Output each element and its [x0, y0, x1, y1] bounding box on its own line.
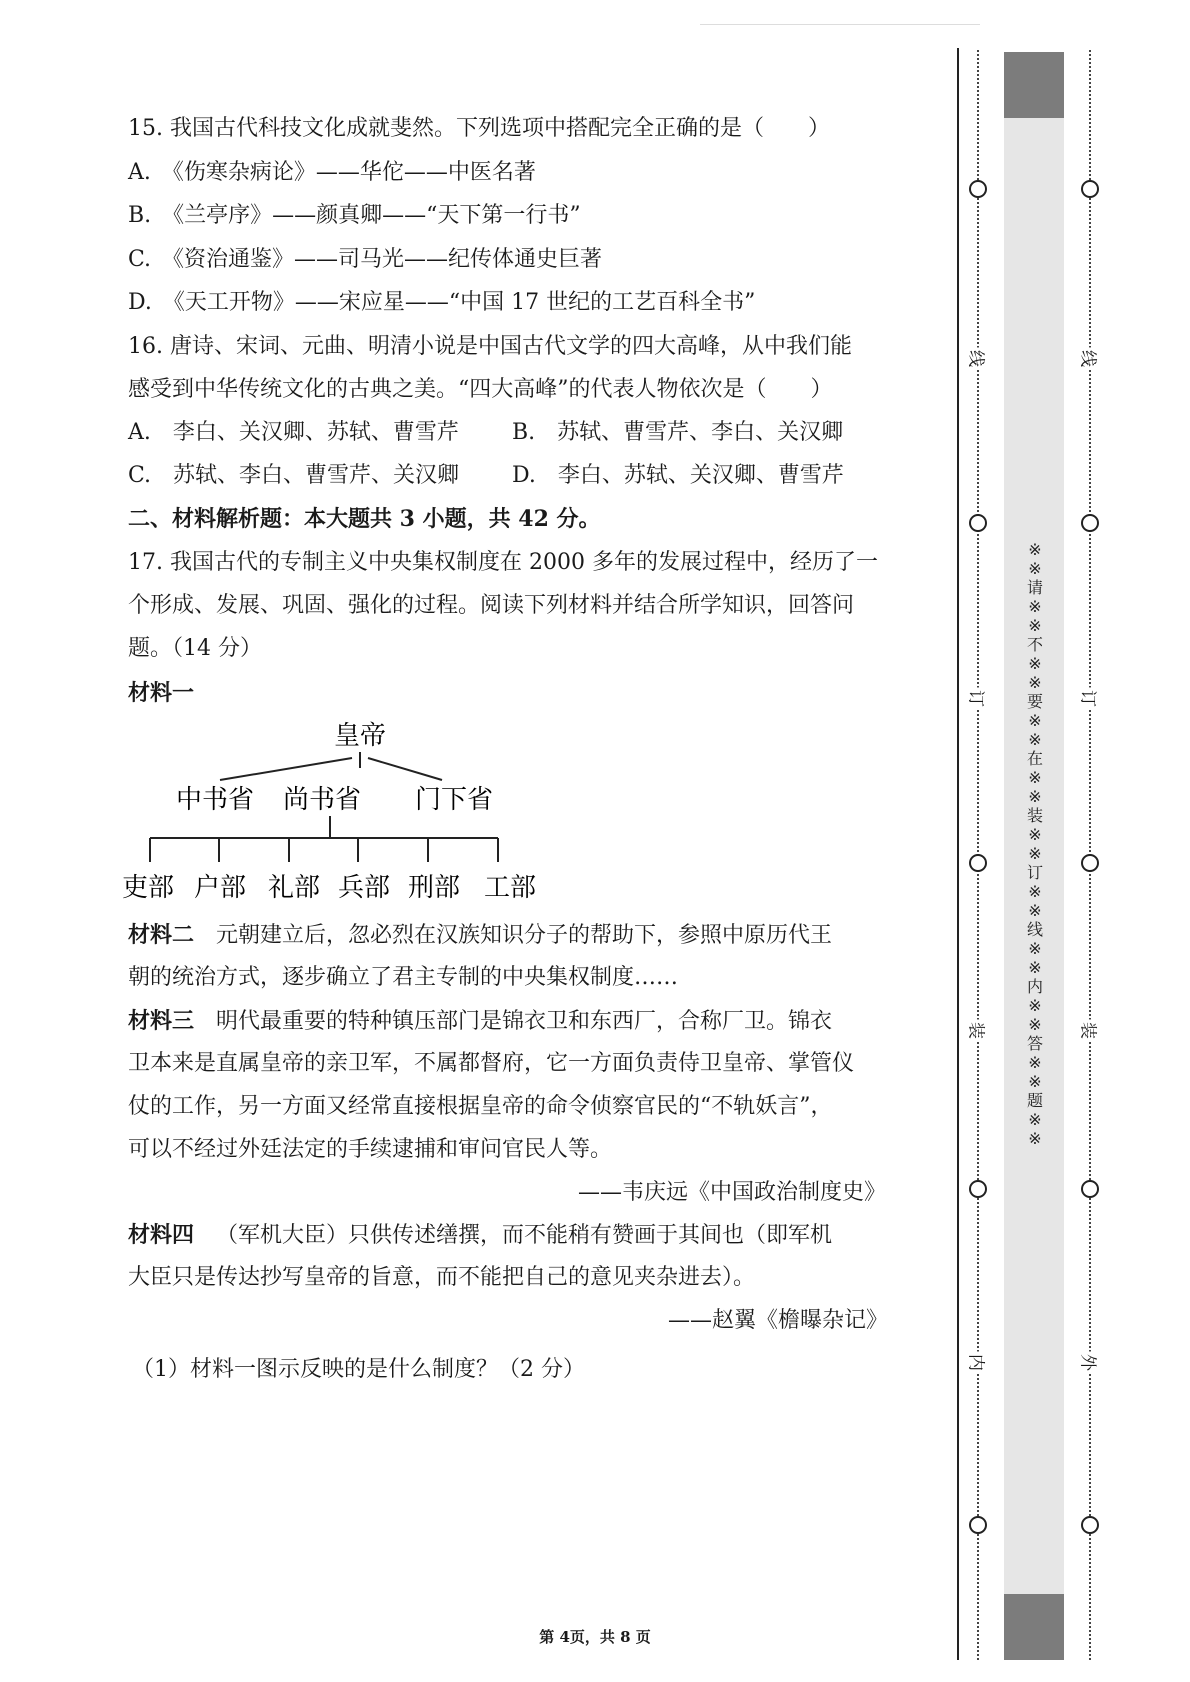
binding-grey-cap-bottom [1004, 1594, 1064, 1660]
material3-text1: 明代最重要的特种镇压部门是锦衣卫和东西厂，合称厂卫。锦衣 [216, 1009, 833, 1034]
material3-label: 材料三 [128, 1008, 195, 1034]
q17-stem-line1: 17. 我国古代的专制主义中央集权制度在 2000 多年的发展过程中，经历了一 [128, 550, 878, 575]
binding-hole-circle [969, 514, 987, 532]
material2-line1 [128, 920, 832, 951]
material1-org-chart [100, 712, 700, 932]
material3-line2: 卫本来是直属皇帝的亲卫军，不属都督府，它一方面负责侍卫皇帝、掌管仪 [128, 1051, 855, 1076]
page-footer: 第 4页，共 8 页 [539, 1628, 651, 1646]
outer-mark-xian: 线 [1078, 348, 1103, 370]
chart-emperor: 皇帝 [333, 721, 387, 751]
inner-mark-ding: 订 [966, 688, 991, 710]
material4-line2: 大臣只是传达抄写皇帝的旨意，而不能把自己的意见夹杂进去）。 [128, 1265, 756, 1290]
q16-option-c: C. 苏轼、李白、曹雪芹、关汉卿 [128, 463, 460, 488]
material3-line3: 仗的工作，另一方面又经常直接根据皇帝的命令侦察官民的“不轨妖言”， [128, 1094, 833, 1119]
binding-warning-text: ※※请※※不※※要※※在※※装※※订※※线※※内※※答※※题※※ [1026, 540, 1043, 1148]
inner-mark-nei: 内 [966, 1352, 991, 1374]
material4-line1 [128, 1220, 832, 1251]
outer-mark-wai: 外 [1078, 1352, 1103, 1374]
chart-bu-gongbu: 工部 [483, 873, 537, 903]
binding-hole-circle [1081, 180, 1099, 198]
inner-mark-zhuang: 装 [966, 1020, 991, 1042]
material3-line1 [128, 1006, 832, 1037]
outer-mark-zhuang: 装 [1078, 1020, 1103, 1042]
q15-option-d: D. 《天工开物》——宋应星——“中国 17 世纪的工艺百科全书” [128, 290, 756, 315]
binding-hole-circle [1081, 514, 1099, 532]
material3-source: ——韦庆远《中国政治制度史》 [578, 1180, 887, 1205]
binding-hole-circle [1081, 1516, 1099, 1534]
binding-hole-circle [969, 1180, 987, 1198]
chart-bu-bingbu: 兵部 [337, 873, 391, 903]
q16-option-b: B. 苏轼、曹雪芹、李白、关汉卿 [512, 420, 844, 445]
scan-edge-line [700, 24, 980, 25]
material2-label: 材料二 [128, 922, 195, 948]
chart-bu-hubu: 户部 [193, 873, 247, 903]
q17-stem-line3: 题。（14 分） [128, 636, 262, 661]
chart-bu-libu: 吏部 [121, 873, 175, 903]
binding-grey-cap-top [1004, 52, 1064, 118]
binding-rule-inner [957, 48, 959, 1660]
inner-mark-xian: 线 [966, 348, 991, 370]
material2-text1: 元朝建立后，忽必烈在汉族知识分子的帮助下，参照中原历代王 [216, 923, 833, 948]
binding-hole-circle [969, 1516, 987, 1534]
q16-stem-line1: 16. 唐诗、宋词、元曲、明清小说是中国古代文学的四大高峰，从中我们能 [128, 334, 852, 359]
chart-link-menxia [368, 758, 442, 780]
q17-stem-line2: 个形成、发展、巩固、强化的过程。阅读下列材料并结合所学知识，回答问 [128, 593, 855, 618]
binding-hole-circle [1081, 1180, 1099, 1198]
material1-label: 材料一 [128, 680, 195, 706]
q15-stem: 15. 我国古代科技文化成就斐然。下列选项中搭配完全正确的是（ ） [128, 116, 830, 141]
chart-link-zhongshu [220, 758, 352, 780]
outer-mark-ding: 订 [1078, 688, 1103, 710]
chart-sheng-menxia: 门下省 [414, 785, 494, 815]
q15-option-b: B. 《兰亭序》——颜真卿——“天下第一行书” [128, 203, 581, 228]
binding-hole-circle [969, 180, 987, 198]
material3-line4: 可以不经过外廷法定的手续逮捕和审问官民人等。 [128, 1137, 613, 1162]
material4-source: ——赵翼《檐曝杂记》 [668, 1308, 889, 1333]
material2-line2: 朝的统治方式，逐步确立了君主专制的中央集权制度…… [128, 965, 679, 990]
chart-bu-xingbu: 刑部 [407, 873, 461, 903]
q15-option-a: A. 《伤寒杂病论》——华佗——中医名著 [128, 160, 536, 185]
q15-option-c: C. 《资治通鉴》——司马光——纪传体通史巨著 [128, 247, 603, 272]
q16-stem-line2: 感受到中华传统文化的古典之美。“四大高峰”的代表人物依次是（ ） [128, 377, 833, 402]
chart-sheng-shangshu: 尚书省 [282, 785, 362, 815]
material4-text1: （军机大臣）只供传述缮撰，而不能稍有赞画于其间也（即军机 [216, 1223, 833, 1248]
chart-sheng-zhongshu: 中书省 [175, 785, 255, 815]
binding-hole-circle [969, 854, 987, 872]
binding-hole-circle [1081, 854, 1099, 872]
material4-label: 材料四 [128, 1222, 195, 1248]
q16-option-a: A. 李白、关汉卿、苏轼、曹雪芹 [128, 420, 459, 445]
q16-option-d: D. 李白、苏轼、关汉卿、曹雪芹 [512, 463, 844, 488]
chart-bu-lisibu: 礼部 [267, 873, 321, 903]
section2-heading: 二、材料解析题：本大题共 3 小题，共 42 分。 [128, 506, 601, 532]
q17-subquestion-1: （1）材料一图示反映的是什么制度？（2 分） [132, 1357, 585, 1382]
